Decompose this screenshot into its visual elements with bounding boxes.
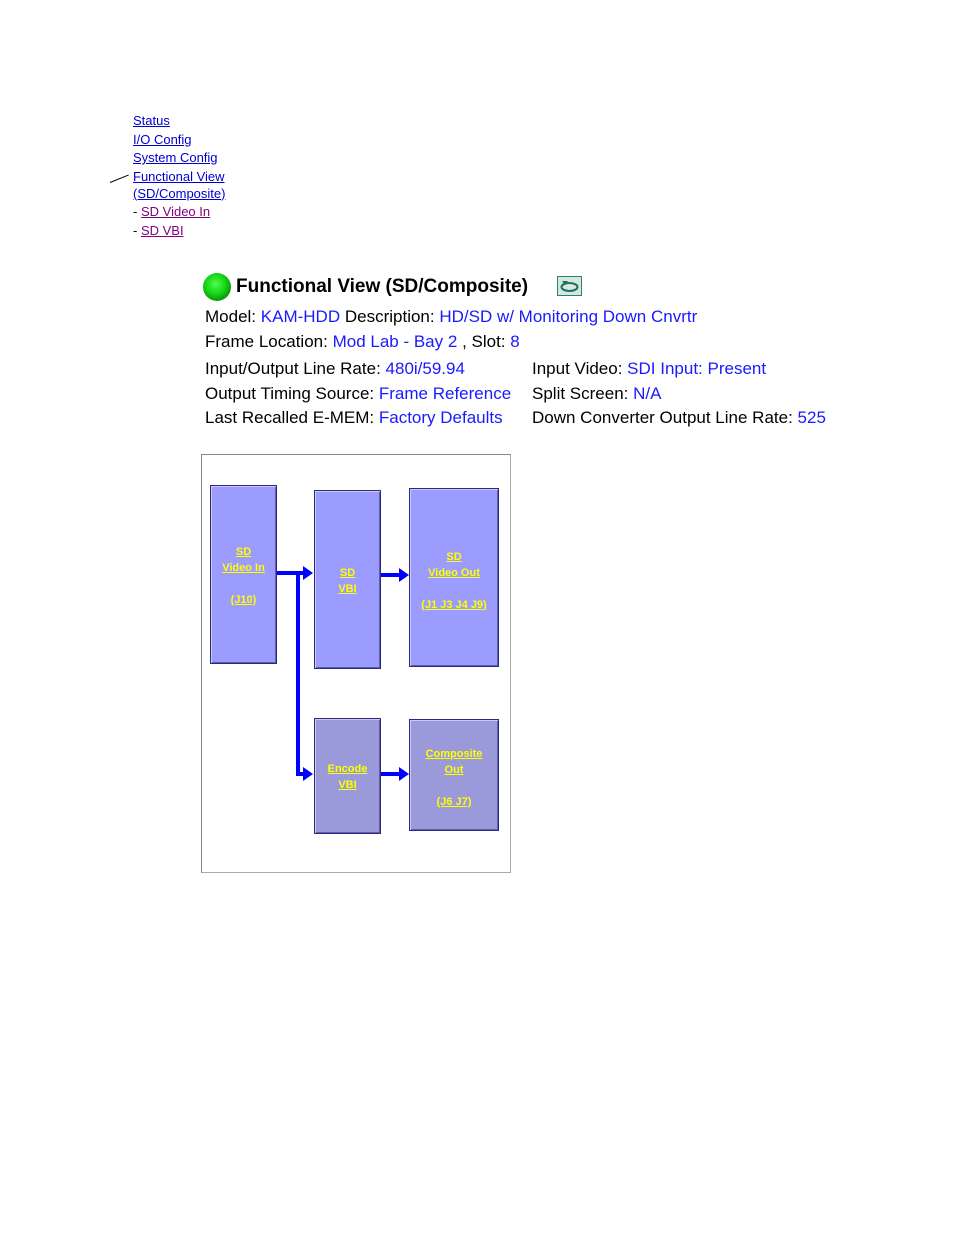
frame-location-label: Frame Location:: [205, 332, 328, 351]
block-sd-vbi[interactable]: [314, 490, 381, 669]
nav-link-sd-vbi[interactable]: SD VBI: [140, 222, 184, 238]
last-emem-value: Factory Defaults: [378, 408, 503, 427]
arrow-video-in-to-vbi: [277, 566, 313, 580]
line-rate-row: [205, 359, 465, 379]
nav-sub-prefix: -: [133, 222, 138, 238]
slot-label: , Slot:: [462, 332, 506, 351]
nav-link-functional-view[interactable]: Functional View: [133, 168, 225, 184]
arrow-branch-to-encode-vbi: [296, 573, 313, 781]
block-sd-video-out-line2: Video Out: [428, 567, 480, 579]
nav-link-functional-view-sd-composite[interactable]: (SD/Composite): [133, 185, 226, 201]
block-sd-video-in-line1: SD: [235, 546, 252, 558]
split-screen-value: N/A: [633, 384, 662, 403]
dc-line-rate-value: 525: [797, 408, 826, 427]
nav-link-io-config[interactable]: I/O Config: [133, 131, 192, 147]
timing-source-row: [205, 384, 511, 404]
functional-diagram: [201, 454, 511, 873]
block-composite-out[interactable]: [409, 719, 499, 831]
timing-source-value: Frame Reference: [378, 384, 512, 403]
input-video-value: SDI Input: [627, 359, 699, 378]
left-nav: [133, 112, 225, 240]
nav-link-system-config[interactable]: System Config: [133, 150, 218, 165]
last-emem-label: Last Recalled E-MEM:: [205, 408, 375, 427]
arrow-vbi-to-video-out: [381, 568, 409, 582]
last-emem-row: [205, 408, 503, 428]
slot-value: 8: [510, 332, 520, 351]
arrow-encode-vbi-to-composite: [381, 767, 409, 781]
model-label: Model:: [205, 307, 257, 326]
block-sd-vbi-line2: VBI: [338, 583, 357, 595]
page-title: Functional View (SD/Composite): [236, 276, 529, 297]
block-composite-out-line3: (J6 J7): [436, 796, 472, 808]
refresh-icon[interactable]: [557, 276, 582, 296]
block-encode-vbi-line2: VBI: [338, 779, 357, 791]
description-value: HD/SD w/ Monitoring Down Cnvrtr: [439, 307, 698, 326]
line-rate-value: 480i/59.94: [385, 359, 465, 378]
block-sd-video-in[interactable]: [210, 485, 277, 664]
dc-line-rate-label: Down Converter Output Line Rate:: [532, 408, 793, 427]
block-sd-video-in-line2: Video In: [222, 562, 265, 574]
block-sd-vbi-line1: SD: [339, 567, 356, 579]
input-video-label: Input Video:: [532, 359, 623, 378]
block-sd-video-in-line3: (J10): [230, 594, 257, 606]
block-encode-vbi[interactable]: [314, 718, 381, 834]
input-video-row: [532, 359, 766, 379]
status-led-icon: [203, 273, 231, 301]
nav-link-sd-video-in[interactable]: SD Video In: [140, 204, 211, 219]
block-encode-vbi-line1: Encode: [327, 763, 368, 775]
block-composite-out-line2: Out: [444, 764, 464, 776]
block-sd-video-out[interactable]: [409, 488, 499, 667]
model-value: KAM-HDD: [260, 307, 341, 326]
input-video-status: Present: [707, 359, 767, 378]
block-sd-video-out-line3: (J1 J3 J4 J9): [421, 599, 487, 611]
callout-pointer-line: [110, 175, 129, 183]
model-line: [205, 307, 697, 327]
frame-location-line: [205, 332, 520, 352]
block-composite-out-line1: Composite: [425, 748, 483, 760]
dc-line-rate-row: [532, 408, 826, 428]
line-rate-label: Input/Output Line Rate:: [205, 359, 381, 378]
input-video-separator: :: [698, 359, 703, 378]
split-screen-label: Split Screen:: [532, 384, 629, 403]
block-sd-video-out-line1: SD: [446, 551, 462, 563]
timing-source-label: Output Timing Source:: [205, 384, 375, 403]
split-screen-row: [532, 384, 661, 404]
refresh-arrow-icon: [558, 277, 581, 295]
description-label: Description:: [344, 307, 435, 326]
frame-location-value: Mod Lab - Bay 2: [332, 332, 458, 351]
nav-sub-prefix: -: [133, 204, 138, 219]
nav-link-status[interactable]: Status: [133, 113, 170, 128]
